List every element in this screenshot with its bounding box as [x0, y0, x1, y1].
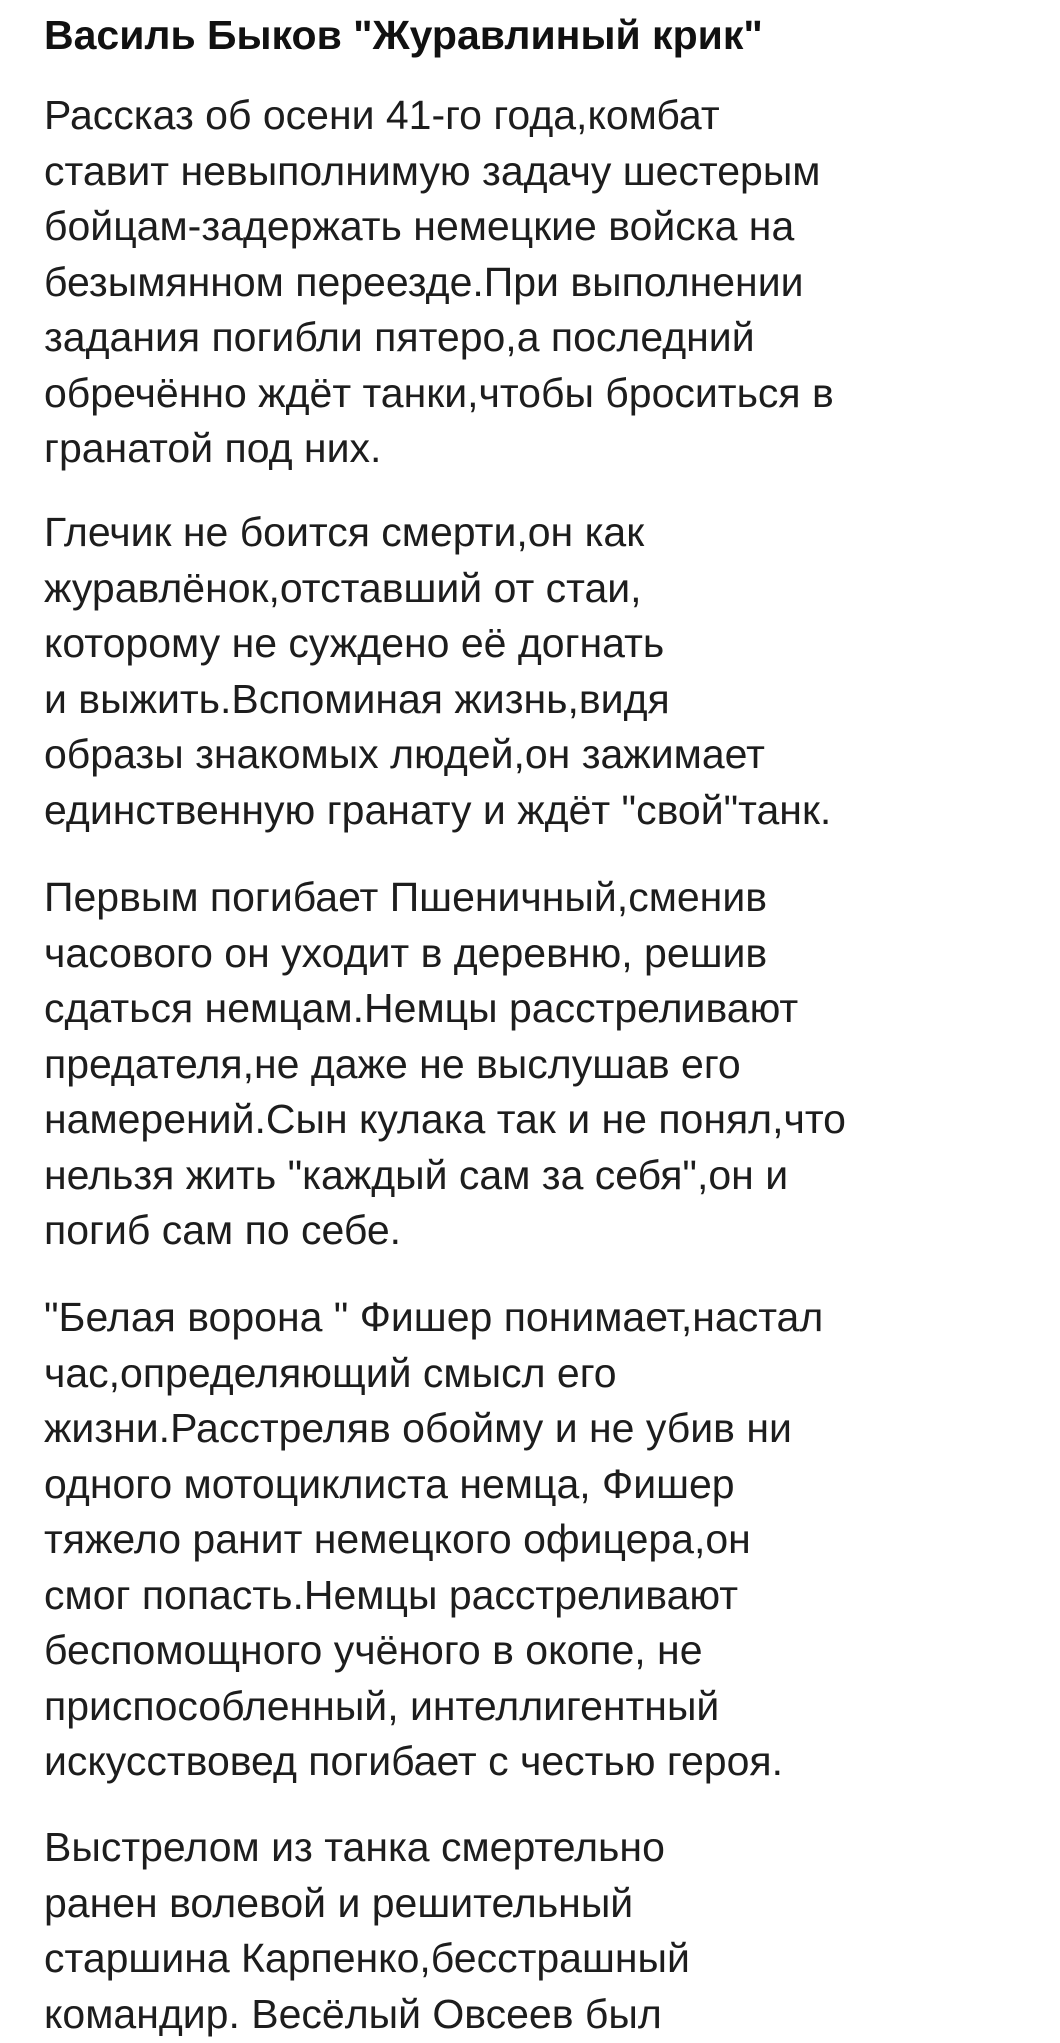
text-line: смог попасть.Немцы расстреливают	[44, 1571, 739, 1618]
text-line: беспомощного учёного в окопе, не	[44, 1627, 703, 1673]
text-line: "Белая ворона " Фишер понимает,настал	[44, 1294, 824, 1340]
text-line: час,определяющий смысл его	[44, 1349, 617, 1396]
paragraph-3	[44, 870, 846, 1259]
text-line: ранен волевой и решительный	[44, 1879, 634, 1926]
text-line: часового он уходит в деревню, решив	[44, 929, 768, 976]
text-line: журавлёнок,отставший от стаи,	[44, 564, 642, 611]
text-line: сдаться немцам.Немцы расстреливают	[44, 985, 799, 1031]
text-line: Первым погибает Пшеничный,сменив	[44, 874, 768, 920]
text-line: искусствовед погибает с честью героя.	[44, 1738, 783, 1784]
text-line: гранатой под них.	[44, 425, 382, 471]
text-line: Рассказ об осени 41-го года,комбат	[44, 92, 720, 138]
text-line: ставит невыполнимую задачу шестерым	[44, 147, 821, 194]
text-line: тяжело ранит немецкого офицера,он	[44, 1516, 751, 1562]
paragraph-1	[44, 88, 834, 477]
text-line: которому не суждено её догнать	[44, 620, 665, 666]
cut-off-text-line: командир. Весёлый Овсеев был	[44, 1991, 662, 2037]
paragraph-5	[44, 1820, 690, 1987]
text-line: жизни.Расстреляв обойму и не убив ни	[44, 1405, 792, 1451]
text-line: нельзя жить "каждый сам за себя",он и	[44, 1151, 789, 1198]
text-line: безымянном переезде.При выполнении	[44, 258, 804, 305]
text-line: и выжить.Вспоминая жизнь,видя	[44, 675, 670, 722]
text-line: Глечик не боится смерти,он как	[44, 509, 645, 555]
text-line: приспособленный, интеллигентный	[44, 1682, 720, 1729]
text-line: бойцам-задержать немецкие войска на	[44, 203, 795, 249]
document-title: Василь Быков "Журавлиный крик"	[44, 12, 763, 58]
text-line: единственную гранату и ждёт "свой"танк.	[44, 786, 832, 833]
text-line: одного мотоциклиста немца, Фишер	[44, 1460, 735, 1507]
text-line: Выстрелом из танка смертельно	[44, 1824, 665, 1870]
text-line: намерений.Сын кулака так и не понял,что	[44, 1096, 846, 1142]
text-line: погиб сам по себе.	[44, 1207, 402, 1253]
text-line: старшина Карпенко,бесстрашный	[44, 1935, 690, 1981]
text-line: образы знакомых людей,он зажимает	[44, 731, 765, 777]
text-line: задания погибли пятеро,а последний	[44, 314, 755, 360]
paragraph-2	[44, 505, 831, 838]
paragraph-4	[44, 1290, 823, 1790]
text-line: предателя,не даже не выслушав его	[44, 1040, 741, 1087]
text-line: обречённо ждёт танки,чтобы броситься в	[44, 369, 834, 416]
